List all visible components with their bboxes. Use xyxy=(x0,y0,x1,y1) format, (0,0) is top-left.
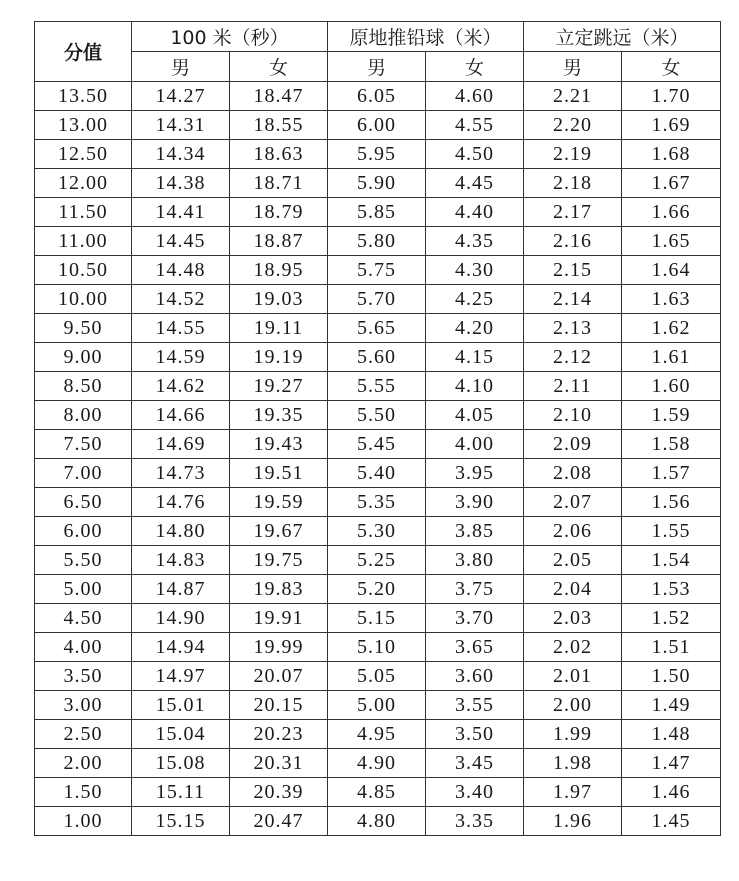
long-jump-male-cell: 2.04 xyxy=(524,575,622,604)
long-jump-female-cell: 1.52 xyxy=(622,604,721,633)
score-cell: 6.00 xyxy=(35,517,132,546)
shot-put-male-cell: 5.80 xyxy=(328,227,426,256)
shot-put-female-cell: 4.10 xyxy=(426,372,524,401)
long-jump-female-cell: 1.58 xyxy=(622,430,721,459)
run-100m-male-cell: 14.38 xyxy=(132,169,230,198)
shot-put-female-cell: 3.75 xyxy=(426,575,524,604)
table-row xyxy=(35,662,721,691)
score-cell: 11.50 xyxy=(35,198,132,227)
long-jump-female-cell: 1.48 xyxy=(622,720,721,749)
event-header-shot-put: 原地推铅球（米） xyxy=(328,22,524,52)
long-jump-male-cell: 2.21 xyxy=(524,82,622,111)
shot-put-male-cell: 5.70 xyxy=(328,285,426,314)
score-cell: 4.00 xyxy=(35,633,132,662)
run-100m-male-cell: 14.87 xyxy=(132,575,230,604)
long-jump-male-cell: 1.98 xyxy=(524,749,622,778)
shot-put-female-cell: 4.45 xyxy=(426,169,524,198)
run-100m-male-cell: 14.48 xyxy=(132,256,230,285)
long-jump-female-cell: 1.61 xyxy=(622,343,721,372)
shot-put-male-cell: 6.05 xyxy=(328,82,426,111)
table-row xyxy=(35,198,721,227)
long-jump-male-cell: 2.20 xyxy=(524,111,622,140)
gender-header-female: 女 xyxy=(230,52,328,82)
gender-header-male: 男 xyxy=(328,52,426,82)
shot-put-male-cell: 5.60 xyxy=(328,343,426,372)
run-100m-male-cell: 14.90 xyxy=(132,604,230,633)
event-header-standing-long-jump: 立定跳远（米） xyxy=(524,22,721,52)
score-cell: 13.50 xyxy=(35,82,132,111)
run-100m-male-cell: 14.80 xyxy=(132,517,230,546)
long-jump-female-cell: 1.62 xyxy=(622,314,721,343)
run-100m-female-cell: 18.47 xyxy=(230,82,328,111)
run-100m-female-cell: 20.39 xyxy=(230,778,328,807)
shot-put-male-cell: 5.65 xyxy=(328,314,426,343)
shot-put-female-cell: 4.40 xyxy=(426,198,524,227)
table-row xyxy=(35,807,721,836)
shot-put-female-cell: 4.30 xyxy=(426,256,524,285)
long-jump-male-cell: 2.19 xyxy=(524,140,622,169)
table-row xyxy=(35,401,721,430)
gender-header-male: 男 xyxy=(524,52,622,82)
shot-put-female-cell: 4.50 xyxy=(426,140,524,169)
header-row-events xyxy=(35,22,721,52)
table-row xyxy=(35,430,721,459)
table-row xyxy=(35,256,721,285)
table-row xyxy=(35,140,721,169)
score-column-header: 分值 xyxy=(35,22,132,82)
long-jump-male-cell: 1.96 xyxy=(524,807,622,836)
gender-header-female: 女 xyxy=(622,52,721,82)
shot-put-male-cell: 5.20 xyxy=(328,575,426,604)
score-cell: 4.50 xyxy=(35,604,132,633)
table-row xyxy=(35,633,721,662)
long-jump-male-cell: 2.00 xyxy=(524,691,622,720)
table-row xyxy=(35,169,721,198)
long-jump-male-cell: 2.10 xyxy=(524,401,622,430)
long-jump-male-cell: 2.07 xyxy=(524,488,622,517)
run-100m-female-cell: 20.23 xyxy=(230,720,328,749)
long-jump-female-cell: 1.55 xyxy=(622,517,721,546)
long-jump-male-cell: 2.12 xyxy=(524,343,622,372)
shot-put-male-cell: 4.95 xyxy=(328,720,426,749)
shot-put-male-cell: 5.45 xyxy=(328,430,426,459)
long-jump-male-cell: 2.08 xyxy=(524,459,622,488)
shot-put-male-cell: 4.90 xyxy=(328,749,426,778)
shot-put-male-cell: 5.25 xyxy=(328,546,426,575)
gender-header-female: 女 xyxy=(426,52,524,82)
run-100m-male-cell: 14.34 xyxy=(132,140,230,169)
long-jump-female-cell: 1.56 xyxy=(622,488,721,517)
long-jump-male-cell: 2.02 xyxy=(524,633,622,662)
run-100m-male-cell: 14.73 xyxy=(132,459,230,488)
long-jump-male-cell: 2.16 xyxy=(524,227,622,256)
long-jump-male-cell: 2.01 xyxy=(524,662,622,691)
run-100m-female-cell: 20.47 xyxy=(230,807,328,836)
run-100m-female-cell: 19.99 xyxy=(230,633,328,662)
shot-put-male-cell: 5.90 xyxy=(328,169,426,198)
score-cell: 10.50 xyxy=(35,256,132,285)
score-cell: 12.50 xyxy=(35,140,132,169)
shot-put-female-cell: 3.90 xyxy=(426,488,524,517)
shot-put-female-cell: 3.60 xyxy=(426,662,524,691)
shot-put-male-cell: 5.95 xyxy=(328,140,426,169)
long-jump-male-cell: 2.06 xyxy=(524,517,622,546)
event-header-100m: 100 米（秒） xyxy=(132,22,328,52)
run-100m-male-cell: 14.62 xyxy=(132,372,230,401)
long-jump-female-cell: 1.65 xyxy=(622,227,721,256)
long-jump-male-cell: 2.15 xyxy=(524,256,622,285)
shot-put-female-cell: 4.15 xyxy=(426,343,524,372)
shot-put-male-cell: 5.55 xyxy=(328,372,426,401)
run-100m-female-cell: 20.31 xyxy=(230,749,328,778)
score-cell: 5.50 xyxy=(35,546,132,575)
score-table xyxy=(34,21,721,836)
shot-put-female-cell: 4.25 xyxy=(426,285,524,314)
long-jump-female-cell: 1.49 xyxy=(622,691,721,720)
shot-put-female-cell: 4.35 xyxy=(426,227,524,256)
run-100m-male-cell: 14.69 xyxy=(132,430,230,459)
run-100m-male-cell: 15.04 xyxy=(132,720,230,749)
run-100m-female-cell: 19.75 xyxy=(230,546,328,575)
score-cell: 11.00 xyxy=(35,227,132,256)
header-row-gender xyxy=(35,52,721,82)
run-100m-male-cell: 14.45 xyxy=(132,227,230,256)
long-jump-female-cell: 1.63 xyxy=(622,285,721,314)
run-100m-male-cell: 14.94 xyxy=(132,633,230,662)
long-jump-female-cell: 1.57 xyxy=(622,459,721,488)
long-jump-male-cell: 2.03 xyxy=(524,604,622,633)
run-100m-male-cell: 14.59 xyxy=(132,343,230,372)
shot-put-male-cell: 4.80 xyxy=(328,807,426,836)
long-jump-male-cell: 2.11 xyxy=(524,372,622,401)
shot-put-female-cell: 4.05 xyxy=(426,401,524,430)
score-cell: 2.00 xyxy=(35,749,132,778)
long-jump-female-cell: 1.70 xyxy=(622,82,721,111)
gender-header-male: 男 xyxy=(132,52,230,82)
table-row xyxy=(35,227,721,256)
run-100m-male-cell: 15.08 xyxy=(132,749,230,778)
run-100m-female-cell: 19.27 xyxy=(230,372,328,401)
run-100m-female-cell: 19.19 xyxy=(230,343,328,372)
run-100m-male-cell: 14.97 xyxy=(132,662,230,691)
shot-put-female-cell: 3.55 xyxy=(426,691,524,720)
shot-put-female-cell: 3.35 xyxy=(426,807,524,836)
score-cell: 3.00 xyxy=(35,691,132,720)
score-cell: 8.50 xyxy=(35,372,132,401)
run-100m-female-cell: 18.95 xyxy=(230,256,328,285)
table-header xyxy=(35,22,721,82)
shot-put-male-cell: 5.50 xyxy=(328,401,426,430)
run-100m-male-cell: 15.01 xyxy=(132,691,230,720)
run-100m-male-cell: 15.11 xyxy=(132,778,230,807)
long-jump-male-cell: 2.13 xyxy=(524,314,622,343)
run-100m-female-cell: 20.15 xyxy=(230,691,328,720)
score-cell: 3.50 xyxy=(35,662,132,691)
run-100m-female-cell: 19.83 xyxy=(230,575,328,604)
table-row xyxy=(35,488,721,517)
score-cell: 8.00 xyxy=(35,401,132,430)
shot-put-female-cell: 3.70 xyxy=(426,604,524,633)
score-cell: 10.00 xyxy=(35,285,132,314)
run-100m-female-cell: 19.43 xyxy=(230,430,328,459)
table-row xyxy=(35,517,721,546)
long-jump-female-cell: 1.51 xyxy=(622,633,721,662)
long-jump-male-cell: 1.99 xyxy=(524,720,622,749)
shot-put-female-cell: 4.60 xyxy=(426,82,524,111)
shot-put-female-cell: 3.50 xyxy=(426,720,524,749)
run-100m-female-cell: 19.11 xyxy=(230,314,328,343)
run-100m-male-cell: 14.83 xyxy=(132,546,230,575)
table-row xyxy=(35,459,721,488)
shot-put-female-cell: 4.55 xyxy=(426,111,524,140)
score-cell: 13.00 xyxy=(35,111,132,140)
run-100m-female-cell: 19.59 xyxy=(230,488,328,517)
table-row xyxy=(35,575,721,604)
long-jump-male-cell: 1.97 xyxy=(524,778,622,807)
shot-put-male-cell: 5.30 xyxy=(328,517,426,546)
score-cell: 1.00 xyxy=(35,807,132,836)
score-cell: 6.50 xyxy=(35,488,132,517)
shot-put-male-cell: 6.00 xyxy=(328,111,426,140)
shot-put-female-cell: 3.80 xyxy=(426,546,524,575)
table-row xyxy=(35,691,721,720)
table-row xyxy=(35,343,721,372)
long-jump-male-cell: 2.18 xyxy=(524,169,622,198)
shot-put-male-cell: 5.75 xyxy=(328,256,426,285)
score-cell: 2.50 xyxy=(35,720,132,749)
score-cell: 7.00 xyxy=(35,459,132,488)
shot-put-male-cell: 5.00 xyxy=(328,691,426,720)
run-100m-female-cell: 19.35 xyxy=(230,401,328,430)
table-row xyxy=(35,720,721,749)
run-100m-male-cell: 14.31 xyxy=(132,111,230,140)
run-100m-male-cell: 14.66 xyxy=(132,401,230,430)
run-100m-male-cell: 14.76 xyxy=(132,488,230,517)
run-100m-female-cell: 19.91 xyxy=(230,604,328,633)
shot-put-male-cell: 5.05 xyxy=(328,662,426,691)
run-100m-male-cell: 14.52 xyxy=(132,285,230,314)
run-100m-female-cell: 18.63 xyxy=(230,140,328,169)
long-jump-female-cell: 1.66 xyxy=(622,198,721,227)
table-row xyxy=(35,749,721,778)
run-100m-female-cell: 20.07 xyxy=(230,662,328,691)
score-cell: 12.00 xyxy=(35,169,132,198)
table-row xyxy=(35,546,721,575)
run-100m-male-cell: 14.27 xyxy=(132,82,230,111)
score-cell: 9.00 xyxy=(35,343,132,372)
table-row xyxy=(35,778,721,807)
shot-put-male-cell: 4.85 xyxy=(328,778,426,807)
run-100m-female-cell: 18.79 xyxy=(230,198,328,227)
run-100m-male-cell: 14.55 xyxy=(132,314,230,343)
long-jump-female-cell: 1.46 xyxy=(622,778,721,807)
run-100m-female-cell: 19.67 xyxy=(230,517,328,546)
shot-put-female-cell: 3.45 xyxy=(426,749,524,778)
long-jump-female-cell: 1.64 xyxy=(622,256,721,285)
long-jump-female-cell: 1.60 xyxy=(622,372,721,401)
shot-put-female-cell: 3.40 xyxy=(426,778,524,807)
run-100m-female-cell: 18.87 xyxy=(230,227,328,256)
run-100m-female-cell: 19.51 xyxy=(230,459,328,488)
long-jump-female-cell: 1.53 xyxy=(622,575,721,604)
shot-put-female-cell: 3.85 xyxy=(426,517,524,546)
run-100m-male-cell: 14.41 xyxy=(132,198,230,227)
run-100m-male-cell: 15.15 xyxy=(132,807,230,836)
shot-put-male-cell: 5.15 xyxy=(328,604,426,633)
shot-put-female-cell: 3.95 xyxy=(426,459,524,488)
shot-put-male-cell: 5.85 xyxy=(328,198,426,227)
shot-put-male-cell: 5.10 xyxy=(328,633,426,662)
long-jump-male-cell: 2.14 xyxy=(524,285,622,314)
table-row xyxy=(35,285,721,314)
shot-put-female-cell: 3.65 xyxy=(426,633,524,662)
run-100m-female-cell: 19.03 xyxy=(230,285,328,314)
table-row xyxy=(35,314,721,343)
long-jump-female-cell: 1.59 xyxy=(622,401,721,430)
shot-put-male-cell: 5.35 xyxy=(328,488,426,517)
run-100m-female-cell: 18.71 xyxy=(230,169,328,198)
shot-put-female-cell: 4.00 xyxy=(426,430,524,459)
long-jump-female-cell: 1.68 xyxy=(622,140,721,169)
long-jump-male-cell: 2.05 xyxy=(524,546,622,575)
score-cell: 5.00 xyxy=(35,575,132,604)
table-row xyxy=(35,82,721,111)
long-jump-female-cell: 1.54 xyxy=(622,546,721,575)
shot-put-male-cell: 5.40 xyxy=(328,459,426,488)
table-row xyxy=(35,111,721,140)
long-jump-female-cell: 1.69 xyxy=(622,111,721,140)
long-jump-female-cell: 1.50 xyxy=(622,662,721,691)
long-jump-female-cell: 1.67 xyxy=(622,169,721,198)
long-jump-male-cell: 2.17 xyxy=(524,198,622,227)
score-cell: 9.50 xyxy=(35,314,132,343)
table-row xyxy=(35,604,721,633)
shot-put-female-cell: 4.20 xyxy=(426,314,524,343)
run-100m-female-cell: 18.55 xyxy=(230,111,328,140)
score-cell: 1.50 xyxy=(35,778,132,807)
long-jump-female-cell: 1.45 xyxy=(622,807,721,836)
long-jump-male-cell: 2.09 xyxy=(524,430,622,459)
table-body xyxy=(35,82,721,836)
score-cell: 7.50 xyxy=(35,430,132,459)
long-jump-female-cell: 1.47 xyxy=(622,749,721,778)
table-row xyxy=(35,372,721,401)
